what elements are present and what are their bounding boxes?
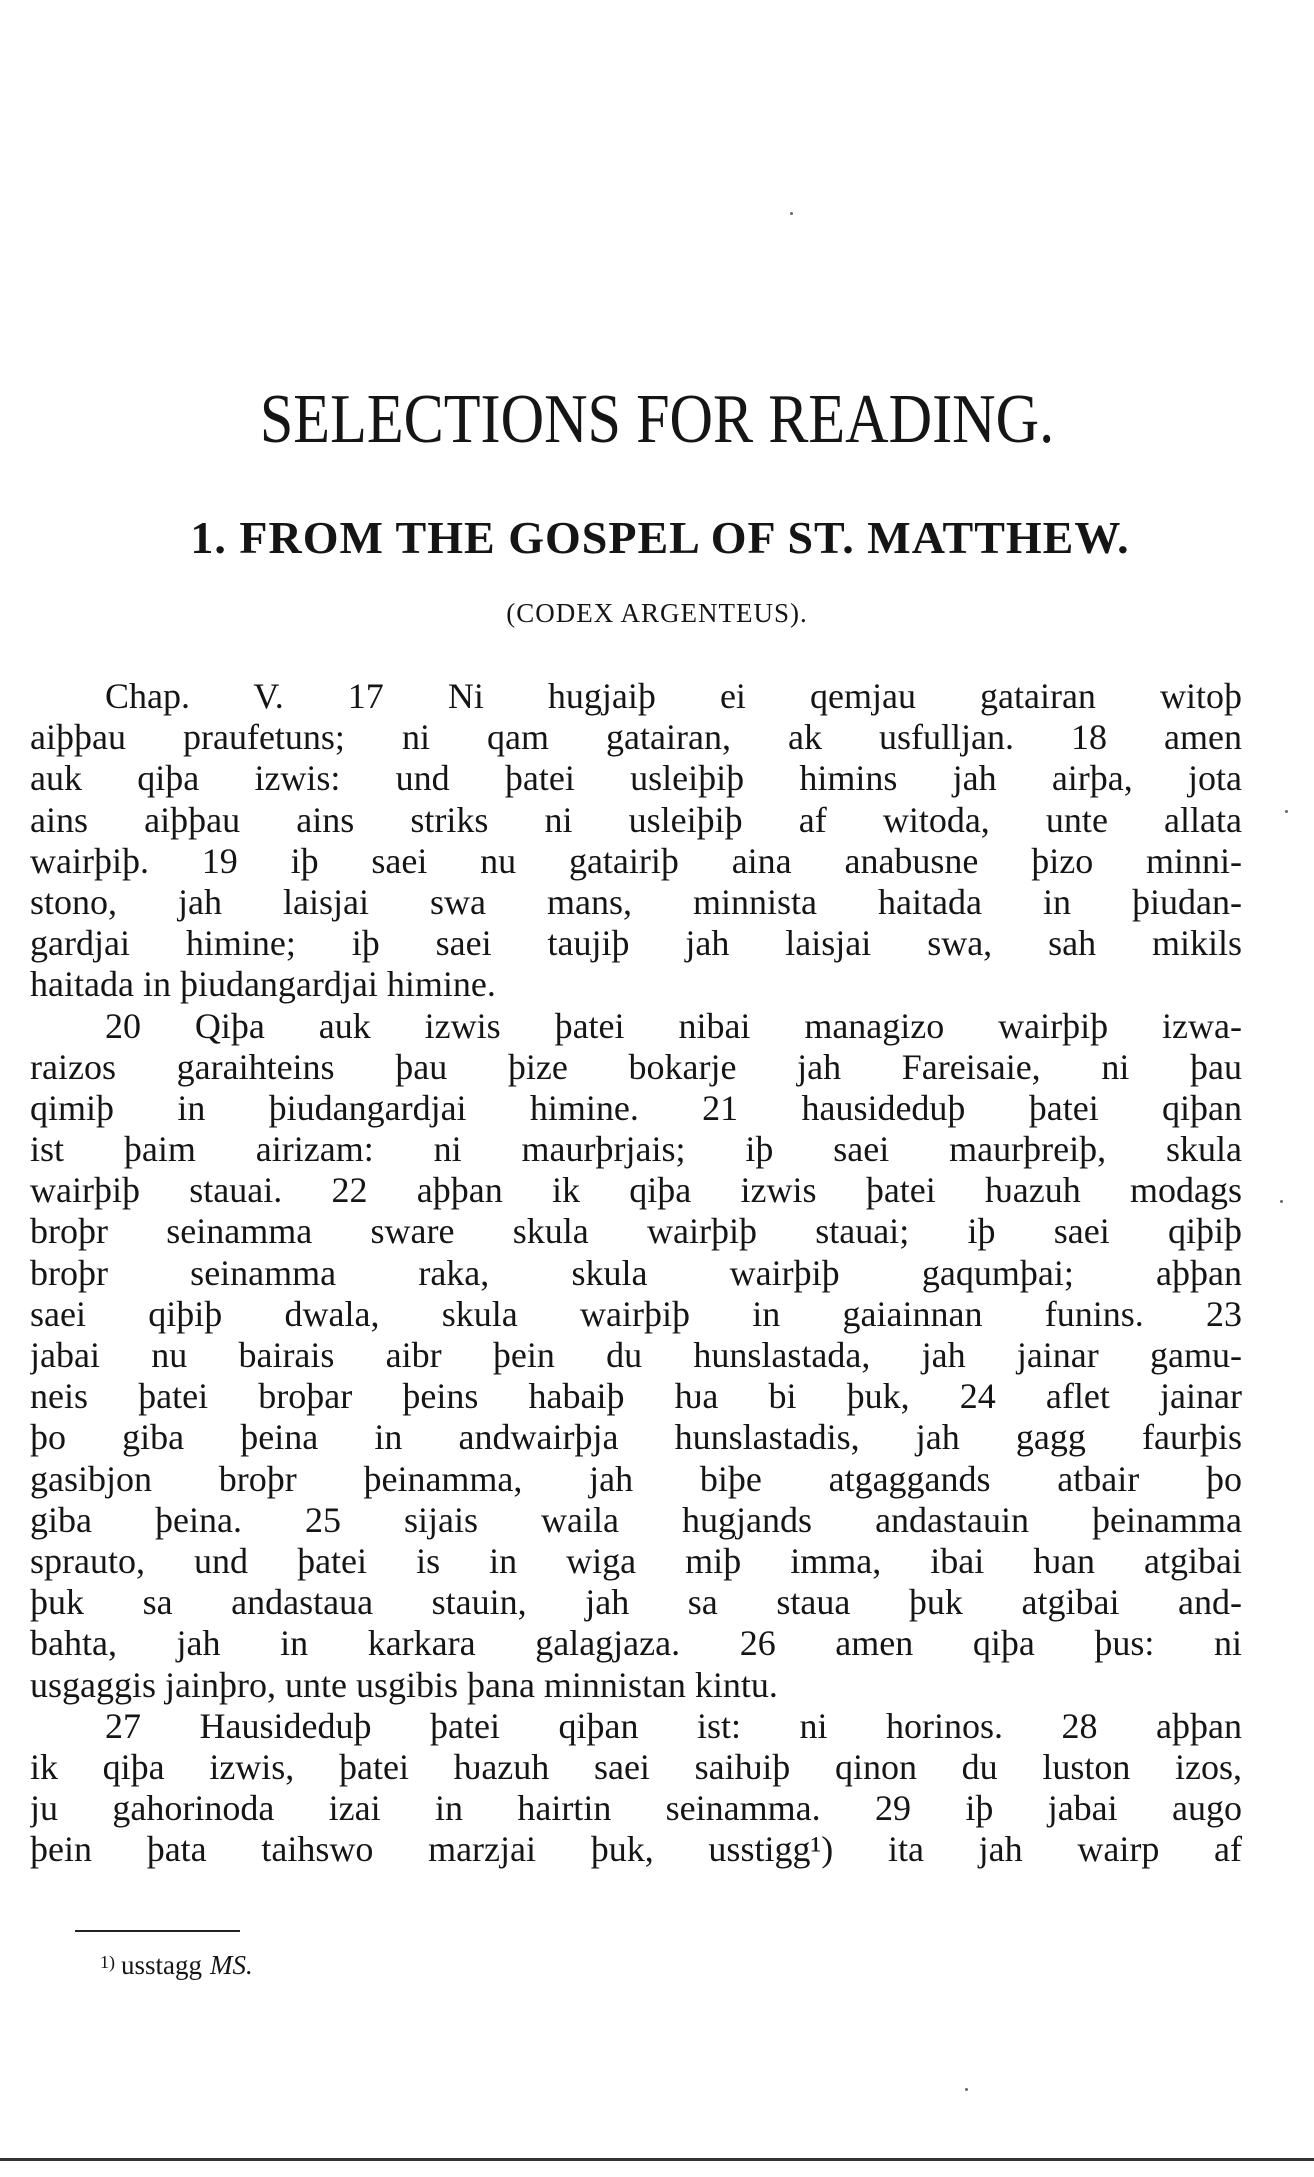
text-line: raizos garaihteins þau þize bokarje jah Fareisaie, ni þau [30,1046,1242,1087]
text-line: broþr seinamma sware skula wairþiþ stauai; iþ saei qiþiþ [30,1211,1242,1252]
text-line: jabai nu bairais aibr þein du hunslastada, jah jainar gamu- [30,1335,1242,1375]
footnote-marker: 1) [100,1952,115,1972]
text-line: broþr seinamma raka, skula wairþiþ gaqumþai; aþþan [30,1252,1242,1293]
footnote-text: usstagg [121,1950,202,1980]
text-line: gardjai himine; iþ saei taujiþ jah laisjai swa, sah mikils [30,923,1242,964]
text-line: bahta, jah in karkara galagjaza. 26 amen qiþa þus: ni [30,1623,1242,1664]
footnote [100,1952,253,1979]
page-title: SELECTIONS FOR READING. [259,381,1055,458]
text-line: usgaggis jainþro, unte usgibis þana minnistan kintu. [30,1664,778,1705]
paper-speck [790,212,793,215]
text-line: þein þata taihswo marzjai þuk, usstigg¹) ita jah wairp af [30,1829,1242,1870]
text-line: ains aiþþau ains striks ni usleiþiþ af witoda, unte allata [30,799,1242,840]
text-line: wairþiþ stauai. 22 aþþan ik qiþa izwis þatei ƕazuh modags [30,1170,1242,1211]
text-line: ist þaim airizam: ni maurþrjais; iþ saei maurþreiþ, skula [30,1129,1242,1170]
text-line: neis þatei broþar þeins habaiþ ƕa bi þuk, 24 aflet jainar [30,1376,1242,1417]
text-line: haitada in þiudangardjai himine. [30,964,496,1005]
section-heading: 1. FROM THE GOSPEL OF ST. MATTHEW. [190,512,1130,563]
gothic-text-body [30,676,1242,1870]
text-line: stono, jah laisjai swa mans, minnista haitada in þiudan- [30,881,1242,922]
text-line: 27 Hausideduþ þatei qiþan ist: ni horinos. 28 aþþan [105,1705,1242,1746]
text-line: saei qiþiþ dwala, skula wairþiþ in gaiainnan funins. 23 [30,1293,1242,1334]
text-line: Chap. V. 17 Ni hugjaiþ ei qemjau gatairan witoþ [105,676,1242,716]
paper-speck [965,2088,968,2091]
text-line: 20 Qiþa auk izwis þatei nibai managizo wairþiþ izwa- [105,1005,1242,1046]
text-line: aiþþau praufetuns; ni qam gatairan, ak usfulljan. 18 amen [30,717,1242,758]
footnote-source: MS. [210,1950,253,1980]
text-line: sprauto, und þatei is in wiga miþ imma, ibai ƕan atgibai [30,1540,1242,1581]
text-line: auk qiþa izwis: und þatei usleiþiþ himins jah airþa, jota [30,758,1242,799]
text-line: þuk sa andastaua stauin, jah sa staua þuk atgibai and- [30,1582,1242,1623]
codex-label: (CODEX ARGENTEUS). [506,598,808,628]
page-bottom-edge [0,2158,1314,2161]
text-line: ik qiþa izwis, þatei ƕazuh saei saiƕiþ qinon du luston izos, [30,1746,1242,1787]
paper-speck [1285,810,1288,813]
text-line: gasibjon broþr þeinamma, jah biþe atgaggands atbair þo [30,1458,1242,1499]
text-line: qimiþ in þiudangardjai himine. 21 hausideduþ þatei qiþan [30,1087,1242,1128]
text-line: ju gahorinoda izai in hairtin seinamma. 29 iþ jabai augo [30,1788,1242,1829]
text-line: þo giba þeina in andwairþja hunslastadis, jah gagg faurþis [30,1417,1242,1458]
footnote-divider [75,1930,240,1932]
text-line: giba þeina. 25 sijais waila hugjands andastauin þeinamma [30,1499,1242,1540]
text-line: wairþiþ. 19 iþ saei nu gatairiþ aina anabusne þizo minni- [30,840,1242,881]
paper-speck [1280,1200,1283,1203]
